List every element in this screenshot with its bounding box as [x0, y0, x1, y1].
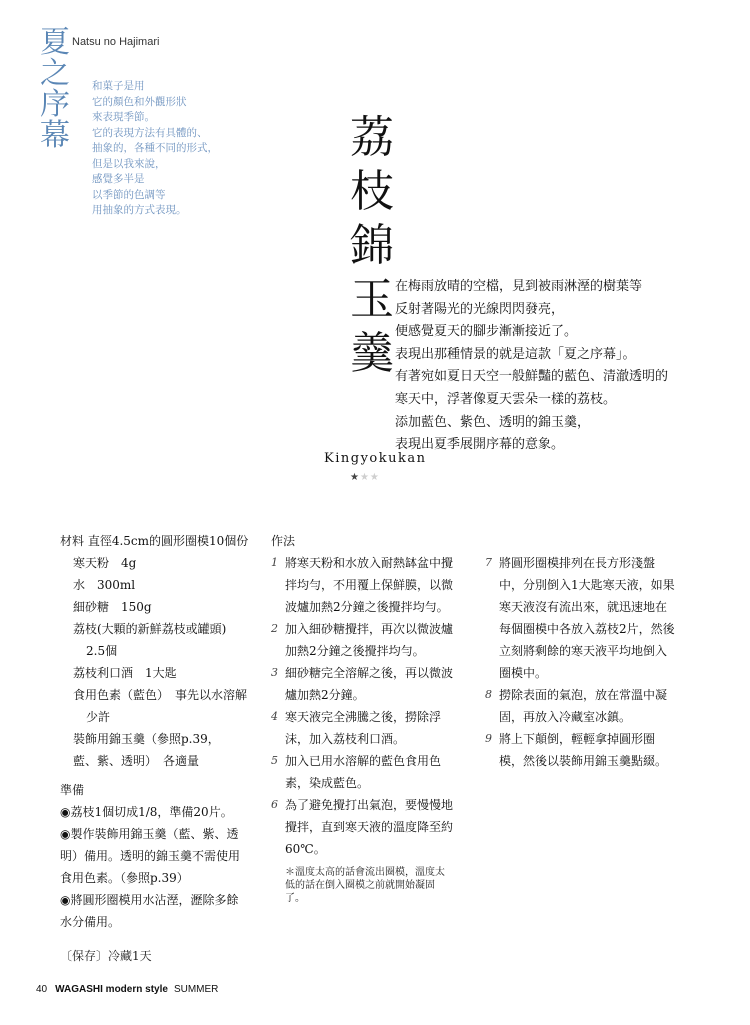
preparation-line: 明）備用。透明的錦玉羹不需使用	[60, 849, 241, 863]
step-line: 60℃。	[285, 842, 326, 856]
season-description-line: 以季節的色調等	[92, 188, 166, 201]
step-line: 中，分別倒入1大匙寒天液，如果	[499, 578, 675, 592]
step-line: 固，再放入冷藏室冰鎮。	[499, 710, 632, 724]
step-number: 2	[271, 622, 278, 635]
intro-line: 便感覺夏天的腳步漸漸接近了。	[395, 324, 578, 340]
step-number: 8	[485, 688, 492, 701]
method-step	[271, 552, 486, 618]
note-line: 低的話在倒入圈模之前就開始凝固	[285, 880, 435, 891]
ingredient-item: 裝飾用錦玉羹（參照p.39，	[73, 732, 220, 746]
ingredient-item: 寒天粉 4g	[73, 556, 137, 570]
intro-line: 添加藍色、紫色、透明的錦玉羹，	[395, 414, 591, 430]
season-description-line: 和菓子是用	[92, 80, 145, 92]
method-step	[271, 750, 486, 794]
method-steps-right	[485, 552, 695, 772]
season-description-line: 感覺多半是	[92, 173, 145, 185]
method-header: 作法	[271, 534, 296, 548]
recipe-intro	[395, 276, 705, 457]
season-description-line: 用抽象的方式表現。	[92, 204, 187, 216]
preparation-line: ◉製作裝飾用錦玉羹（藍、紫、透	[60, 827, 239, 841]
step-line: 細砂糖完全溶解之後，再以微波	[285, 666, 454, 680]
ingredient-item: 食用色素（藍色） 事先以水溶解	[73, 688, 248, 702]
ingredient-item: 水 300ml	[73, 578, 136, 592]
season-description-line: 抽象的，各種不同的形式，	[92, 142, 218, 154]
recipe-title-char: 荔	[350, 112, 394, 163]
step-line: 加熱2分鐘之後攪拌均勻。	[285, 644, 425, 658]
season-description-line: 它的顏色和外觀形狀	[92, 95, 187, 108]
ingredient-item: 藍、紫、透明） 各適量	[73, 754, 200, 768]
preparation-header: 準備	[60, 783, 85, 797]
step-line: 撈除表面的氣泡，放在常溫中凝	[499, 688, 668, 702]
method-step	[271, 662, 486, 706]
intro-line: 寒天中，浮著像夏天雲朵一樣的荔枝。	[395, 391, 617, 407]
method-step	[271, 618, 486, 662]
step-line: 波爐加熱2分鐘之後攪拌均勻。	[285, 600, 449, 614]
intro-line: 有著宛如夏日天空一般鮮豔的藍色、清澈透明的	[395, 369, 669, 385]
storage-info: 〔保存〕冷藏1天	[60, 949, 152, 963]
ingredient-item: 荔枝利口酒 1大匙	[73, 666, 177, 680]
step-line: 爐加熱2分鐘。	[285, 688, 365, 702]
step-line: 寒天液完全沸騰之後，撈除浮	[285, 710, 442, 724]
method-step	[271, 706, 486, 750]
intro-line: 表現出夏季展開序幕的意象。	[395, 437, 565, 453]
recipe-title-char: 羹	[350, 328, 394, 379]
season-description-line: 來表現季節。	[92, 111, 155, 123]
method-step	[485, 552, 695, 684]
recipe-title-char: 玉	[350, 274, 394, 325]
recipe-title-char: 枝	[350, 166, 394, 217]
recipe-title	[342, 112, 402, 382]
ingredients-header: 材料 直徑4.5cm的圓形圈模10個份	[60, 534, 249, 548]
step-number: 9	[485, 732, 492, 745]
intro-line: 表現出那種情景的就是這款「夏之序幕」。	[395, 346, 636, 362]
season-description	[92, 79, 242, 219]
step-line: 加入細砂糖攪拌，再次以微波爐	[285, 622, 454, 636]
preparation-line: ◉荔枝1個切成1/8，準備20片。	[60, 805, 233, 819]
step-line: 拌均勻，不用覆上保鮮膜，以微	[285, 578, 454, 592]
season-description-line: 它的表現方法有具體的、	[92, 126, 208, 139]
step-line: 立刻將剩餘的寒天液平均地倒入	[499, 644, 668, 658]
star-empty-icon: ★★	[359, 472, 380, 483]
step-number: 6	[271, 798, 278, 811]
ingredient-item: 荔枝(大顆的新鮮荔枝或罐頭)	[73, 622, 227, 636]
method-step	[485, 684, 695, 728]
step-line: 將寒天粉和水放入耐熱缽盆中攪	[285, 556, 454, 570]
step-line: 寒天液沒有流出來，就迅速地在	[499, 600, 668, 614]
method-step	[271, 794, 486, 860]
temperature-note	[271, 866, 486, 905]
ingredients-list	[60, 530, 260, 772]
season-title-char: 夏	[40, 25, 70, 60]
preparation-line: 食用色素。（參照p.39）	[60, 871, 189, 885]
season-title-char: 幕	[40, 118, 70, 153]
season-romaji: Natsu no Hajimari	[72, 36, 160, 48]
method-steps-left	[271, 530, 486, 905]
step-line: 將圓形圈模排列在長方形淺盤	[499, 556, 656, 570]
season-title-char: 之	[40, 56, 70, 91]
recipe-title-char: 錦	[350, 220, 394, 271]
ingredient-item: 2.5個	[86, 644, 118, 658]
page-number: 40	[36, 984, 48, 995]
step-line: 為了避免攪打出氣泡，要慢慢地	[285, 798, 454, 812]
preparation-line: 水分備用。	[60, 915, 121, 929]
preparation-line: ◉將圓形圈模用水沾溼，瀝除多餘	[60, 893, 239, 907]
step-number: 1	[271, 556, 278, 569]
book-title: WAGASHI modern style	[55, 984, 168, 995]
note-line: 了。	[285, 893, 305, 904]
method-step	[485, 728, 695, 772]
step-number: 4	[271, 710, 278, 723]
step-line: 加入已用水溶解的藍色食用色	[285, 754, 442, 768]
ingredient-item: 少許	[86, 710, 111, 724]
step-number: 3	[271, 666, 278, 679]
season-title-char: 序	[40, 87, 70, 122]
intro-line: 反射著陽光的光線閃閃發亮，	[395, 301, 565, 317]
step-line: 將上下顛倒，輕輕拿掉圓形圈	[499, 732, 656, 746]
recipe-romaji: Kingyokukan	[324, 451, 427, 466]
difficulty-rating	[350, 472, 380, 483]
step-number: 7	[485, 556, 492, 569]
preparation-list	[60, 779, 260, 933]
ingredient-item: 細砂糖 150g	[73, 600, 152, 614]
note-line: ＊溫度太高的話會流出圈模，溫度太	[285, 867, 445, 878]
step-line: 素，染成藍色。	[285, 776, 370, 790]
season-label: SUMMER	[173, 984, 219, 995]
step-line: 沫，加入荔枝利口酒。	[285, 732, 406, 746]
step-line: 模，然後以裝飾用錦玉羹點綴。	[499, 754, 668, 768]
step-number: 5	[271, 754, 278, 767]
star-filled-icon: ★	[350, 472, 360, 483]
step-line: 圈模中。	[499, 666, 548, 680]
intro-line: 在梅雨放晴的空檔，見到被雨淋溼的樹葉等	[395, 279, 643, 294]
page-footer	[36, 984, 218, 995]
step-line: 攪拌，直到寒天液的溫度降至約	[285, 820, 454, 834]
season-description-line: 但是以我來說，	[92, 157, 166, 170]
step-line: 每個圈模中各放入荔枝2片，然後	[499, 622, 675, 636]
